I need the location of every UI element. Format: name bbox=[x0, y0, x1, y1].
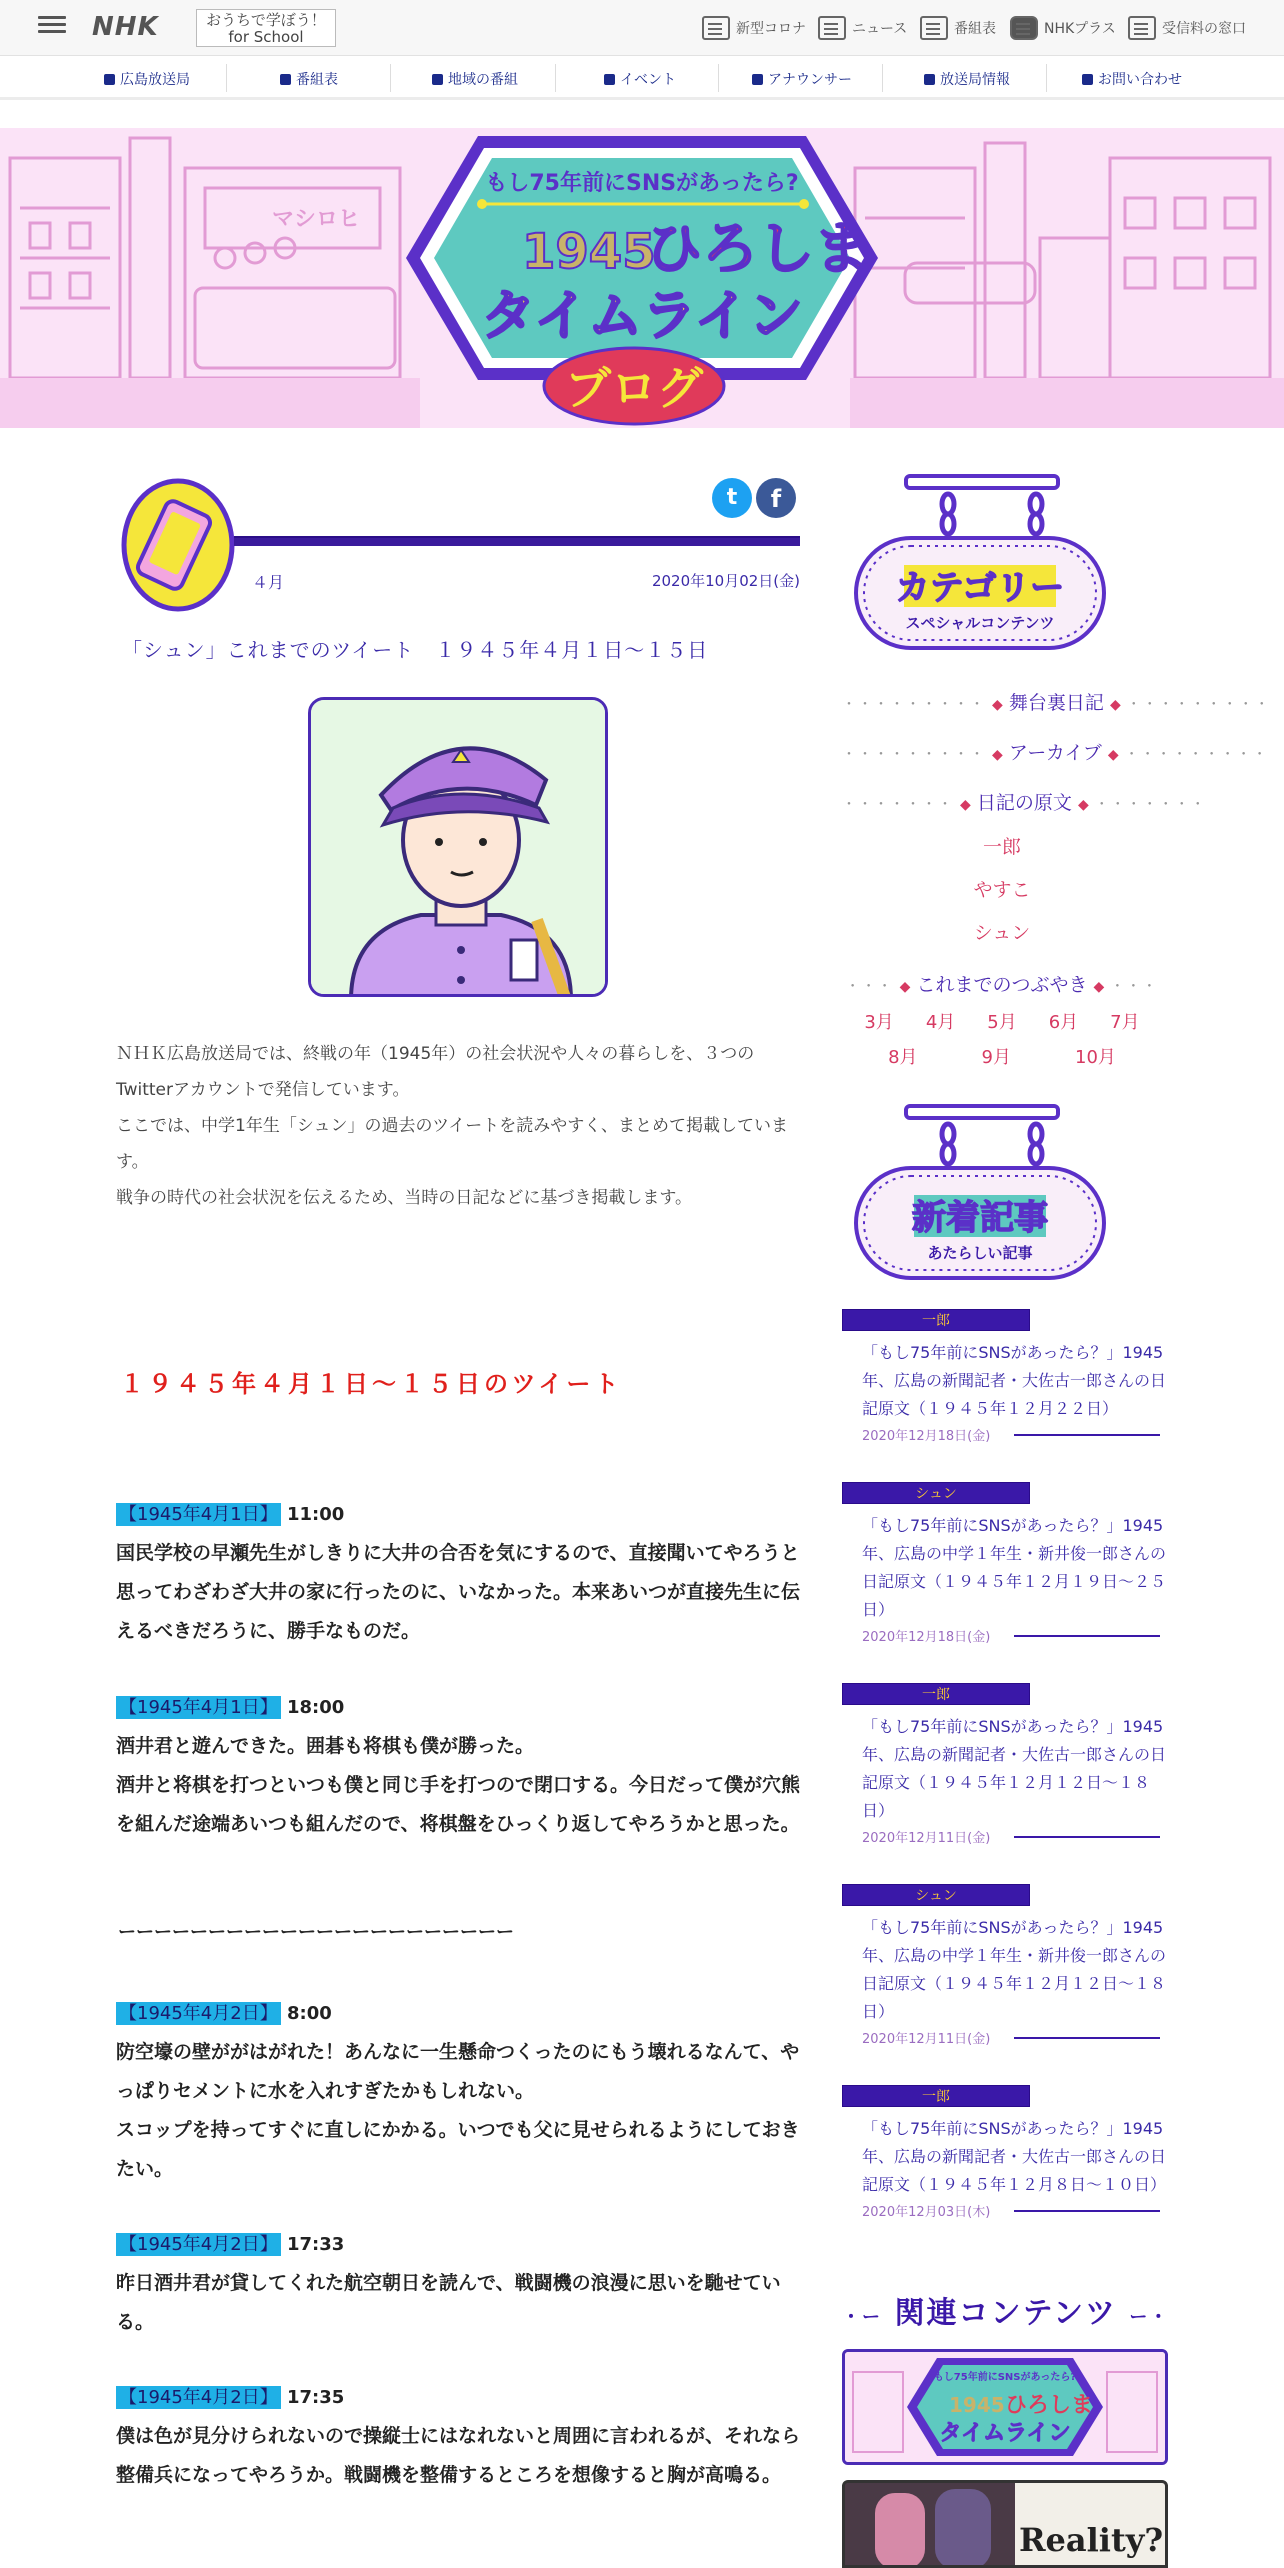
util-news[interactable] bbox=[818, 14, 907, 42]
news-item[interactable] bbox=[842, 1482, 1168, 1645]
antenna-icon bbox=[924, 74, 935, 85]
article-category[interactable]: ４月 bbox=[252, 573, 285, 592]
nav-item-event[interactable] bbox=[604, 69, 676, 89]
category-label: 舞台裏日記 bbox=[1008, 692, 1104, 714]
news-date: 2020年12月03日(木) bbox=[862, 2205, 991, 2220]
arrow-left-icon: ◆ bbox=[1077, 797, 1089, 813]
shun-illustration bbox=[311, 700, 608, 997]
util-schedule[interactable] bbox=[920, 14, 996, 42]
nhk-logo[interactable]: NHK bbox=[92, 12, 159, 42]
new-sign-title: 新着記事 bbox=[912, 1198, 1048, 1238]
arrow-left-icon: ◆ bbox=[1109, 697, 1121, 713]
util-schedule-label: 番組表 bbox=[954, 21, 996, 37]
twitter-share-button[interactable] bbox=[712, 478, 752, 518]
nav-item-station[interactable] bbox=[924, 69, 1010, 89]
diary-link-shun[interactable]: シュン bbox=[973, 922, 1031, 944]
tweet-date-tag: 【1945年4月2日】 bbox=[116, 2386, 281, 2409]
banner-title1: ひろしま bbox=[646, 217, 870, 282]
category-label: 日記の原文 bbox=[976, 792, 1072, 814]
category-sign-title: カテゴリー bbox=[895, 568, 1065, 608]
schedule-icon bbox=[920, 16, 948, 40]
article-title: 「シュン」これまでのツイート １９４５年４月１日～１５日 bbox=[122, 638, 709, 662]
calendar-icon bbox=[604, 74, 615, 85]
util-nhkplus[interactable] bbox=[1010, 14, 1116, 42]
article-date: 2020年10月02日(金) bbox=[651, 572, 800, 590]
storefront-sign: マシロヒ bbox=[272, 207, 361, 232]
school-link[interactable] bbox=[196, 9, 336, 47]
school-line1: おうちで学ぼう！ bbox=[206, 11, 326, 29]
util-nhkplus-label: NHKプラス bbox=[1044, 21, 1116, 37]
nav-item-contact[interactable] bbox=[1082, 69, 1182, 89]
month-link[interactable]: 4月 bbox=[925, 1012, 956, 1033]
intro-paragraph: ＮＨＫ広島放送局では、終戦の年（1945年）の社会状況や人々の暮らしを、３つのTwitterアカウントで発信しています。 bbox=[116, 1044, 755, 1100]
menu-icon[interactable] bbox=[38, 12, 66, 40]
home-icon bbox=[104, 74, 115, 85]
util-corona-label: 新型コロナ bbox=[736, 21, 806, 37]
month-links bbox=[842, 1043, 1162, 1069]
nav-item-announcer[interactable] bbox=[752, 69, 852, 89]
blog-header-banner[interactable] bbox=[0, 128, 1284, 428]
nav-divider bbox=[226, 64, 227, 92]
mail-icon bbox=[1082, 74, 1093, 85]
tweet-time: 11:00 bbox=[287, 1504, 345, 1525]
related-year: 1945 bbox=[949, 2393, 1005, 2417]
tweet-date-tag: 【1945年4月1日】 bbox=[116, 1696, 281, 1719]
tweet-entry bbox=[116, 2232, 806, 2342]
banner-illustration bbox=[0, 128, 1284, 428]
nav-label: アナウンサー bbox=[768, 72, 852, 88]
news-title[interactable]: 「もし75年前にSNSがあったら？」1945年、広島の中学１年生・新井俊一郎さんの日記原文（１９４５年１２月１２日～１８日） bbox=[862, 1918, 1167, 2021]
related-title1: ひろしま bbox=[1005, 2393, 1094, 2418]
tweet-text: 酒井君と遊んできた。囲碁も将棋も僕が勝った。 酒井と将棋を打つといつも僕と同じ手を打つので閉口する。今日だって僕が穴熊を組んだ途端あいつも組んだので、将棋盤をひっくり返してやろうかと思った。 bbox=[116, 1735, 801, 1835]
nav-label: イベント bbox=[620, 72, 676, 88]
related-banner2-title: Reality? bbox=[1018, 2521, 1164, 2559]
nav-item-local[interactable] bbox=[432, 69, 518, 89]
tweet-text: 昨日酒井君が貸してくれた航空朝日を読んで、戦闘機の浪漫に思いを馳せている。 bbox=[116, 2272, 781, 2333]
tweet-time: 18:00 bbox=[287, 1697, 345, 1718]
nav-label: お問い合わせ bbox=[1098, 72, 1182, 88]
tweet-entry bbox=[116, 1502, 806, 1651]
news-title[interactable]: 「もし75年前にSNSがあったら？」1945年、広島の新聞記者・大佐古一郎さんの日記原文（１９４５年１２月８日～１０日） bbox=[862, 2119, 1167, 2194]
tweets-heading-label: これまでのつぶやき bbox=[916, 974, 1088, 996]
month-link[interactable]: 6月 bbox=[1048, 1012, 1079, 1033]
tweet-text: 防空壕の壁ががはがれた！あんなに一生懸命つくったのにもう壊れるなんて、やっぱりセメントに水を入れすぎたかもしれない。 スコップを持ってすぐに直しにかかる。いつでも父に見せられるようにしておきたい。 bbox=[116, 2041, 800, 2180]
nav-divider bbox=[555, 64, 556, 92]
arrow-right-icon: ◆ bbox=[992, 747, 1003, 763]
related-banner-art bbox=[845, 2352, 1165, 2462]
news-label: 一郎 bbox=[842, 1309, 1030, 1331]
news-date: 2020年12月11日(金) bbox=[862, 2032, 991, 2047]
util-fee[interactable] bbox=[1128, 14, 1246, 42]
intro-paragraph: 戦争の時代の社会状況を伝えるため、当時の日記などに基づき掲載します。 bbox=[116, 1188, 692, 1208]
section-heading: １９４５年４月１日～１５日のツイート bbox=[120, 1370, 623, 1398]
banner-blog: ブログ bbox=[565, 361, 703, 415]
news-divider bbox=[1014, 1434, 1160, 1436]
tweet-date-tag: 【1945年4月2日】 bbox=[116, 2233, 281, 2256]
tweet-divider: ーーーーーーーーーーーーーーーーーーーーーー bbox=[118, 1922, 514, 1943]
related-heading-label: 関連コンテンツ bbox=[894, 2296, 1117, 2331]
shun-portrait bbox=[308, 697, 608, 997]
news-item[interactable] bbox=[842, 2085, 1168, 2220]
category-sign bbox=[852, 472, 1108, 652]
tweet-entry bbox=[116, 2001, 806, 2189]
nav-item-hiroshima[interactable] bbox=[104, 69, 190, 89]
article-intro bbox=[116, 1036, 806, 1216]
arrow-left-icon: ◆ bbox=[1093, 979, 1105, 995]
news-icon bbox=[818, 16, 846, 40]
tweet-entry bbox=[116, 1695, 806, 1844]
arrow-right-icon: ◆ bbox=[992, 697, 1003, 713]
news-divider bbox=[1014, 1635, 1160, 1637]
util-corona[interactable] bbox=[702, 14, 806, 42]
tweet-entry bbox=[116, 2385, 806, 2495]
category-label: アーカイブ bbox=[1008, 742, 1102, 764]
global-header bbox=[0, 0, 1284, 56]
news-date: 2020年12月18日(金) bbox=[862, 1429, 991, 1444]
nhkplus-icon bbox=[1010, 16, 1038, 40]
news-item[interactable] bbox=[842, 1884, 1168, 2047]
news-divider bbox=[1014, 1836, 1160, 1838]
nav-divider bbox=[882, 64, 883, 92]
category-sign-sub: スペシャルコンテンツ bbox=[905, 614, 1055, 632]
tweets-archive-heading[interactable]: ・・・ ◆ これまでのつぶやき ◆ ・・・ bbox=[845, 974, 1159, 996]
util-fee-label: 受信料の窓口 bbox=[1162, 21, 1246, 37]
news-divider bbox=[1014, 2210, 1160, 2212]
diary-link-ichiro[interactable]: 一郎 bbox=[982, 836, 1021, 858]
arrow-right-icon: ◆ bbox=[960, 797, 971, 813]
tweet-date-tag: 【1945年4月1日】 bbox=[116, 1503, 281, 1526]
schedule-icon bbox=[280, 74, 291, 85]
person-icon bbox=[752, 74, 763, 85]
tv-icon bbox=[432, 74, 443, 85]
tweet-text: 国民学校の早瀬先生がしきりに大井の合否を気にするので、直接聞いてやろうと思ってわざわざ大井の家に行ったのに、いなかった。本来あいつが直接先生に伝えるべきだろうに、勝手なものだ。 bbox=[116, 1542, 801, 1642]
nav-label: 広島放送局 bbox=[120, 72, 190, 88]
nav-item-schedule[interactable] bbox=[280, 69, 338, 89]
station-nav bbox=[0, 56, 1284, 100]
banner-year: 1945 bbox=[522, 224, 656, 280]
news-title[interactable]: 「もし75年前にSNSがあったら？」1945年、広島の中学１年生・新井俊一郎さんの日記原文（１９４５年１２月１９日～２５日） bbox=[862, 1516, 1167, 1619]
news-title[interactable]: 「もし75年前にSNSがあったら？」1945年、広島の新聞記者・大佐古一郎さんの日記原文（１９４５年１２月１２日～１８日） bbox=[862, 1717, 1167, 1820]
nav-label: 地域の番組 bbox=[448, 72, 518, 88]
category-link-original[interactable]: ・・・・・・・ ◆ 日記の原文 ◆ ・・・・・・・ bbox=[842, 792, 1207, 814]
banner-tagline: もし75年前にSNSがあったら? bbox=[485, 171, 799, 196]
category-link-backstage[interactable]: ・・・・・・・・・ ◆ 舞台裏日記 ◆ ・・・・・・・・・ bbox=[842, 692, 1271, 714]
intro-paragraph: ここでは、中学1年生「シュン」の過去のツイートを読みやすく、まとめて掲載しています。 bbox=[116, 1116, 788, 1172]
banner-title2: タイムライン bbox=[481, 284, 803, 347]
related-banner-reality[interactable] bbox=[842, 2480, 1168, 2568]
fee-icon bbox=[1128, 16, 1156, 40]
related-title2: タイムライン bbox=[939, 2421, 1071, 2446]
related-banner2-art bbox=[845, 2483, 1165, 2568]
nav-label: 番組表 bbox=[296, 72, 338, 88]
corona-icon bbox=[702, 16, 730, 40]
month-link[interactable]: 10月 bbox=[1075, 1047, 1116, 1068]
util-news-label: ニュース bbox=[852, 21, 908, 37]
facebook-share-button[interactable] bbox=[756, 478, 796, 518]
tweet-time: 8:00 bbox=[287, 2003, 332, 2024]
facebook-icon: f bbox=[770, 485, 782, 513]
tweet-time: 17:33 bbox=[287, 2234, 345, 2255]
news-date: 2020年12月11日(金) bbox=[862, 1831, 991, 1846]
arrow-left-icon: ◆ bbox=[1107, 747, 1119, 763]
related-banner-timeline[interactable] bbox=[842, 2349, 1168, 2465]
news-label: 一郎 bbox=[842, 2085, 1030, 2107]
month-link[interactable]: 3月 bbox=[864, 1012, 894, 1033]
related-tagline: もし75年前にSNSがあったら? bbox=[933, 2372, 1077, 2383]
news-item[interactable] bbox=[842, 1309, 1168, 1444]
nav-divider bbox=[390, 64, 391, 92]
month-link[interactable]: 9月 bbox=[981, 1047, 1011, 1068]
news-title[interactable]: 「もし75年前にSNSがあったら？」1945年、広島の新聞記者・大佐古一郎さんの日記原文（１９４５年１２月２２日） bbox=[862, 1343, 1167, 1418]
category-link-archive[interactable]: ・・・・・・・・・ ◆ アーカイブ ◆ ・・・・・・・・・ bbox=[842, 742, 1269, 764]
month-link[interactable]: 7月 bbox=[1110, 1012, 1140, 1033]
nav-label: 放送局情報 bbox=[940, 72, 1010, 88]
tweet-text: 僕は色が見分けられないので操縦士にはなれないと周囲に言われるが、それなら整備兵になってやろうか。戦闘機を整備するところを想像すると胸が高鳴る。 bbox=[116, 2425, 801, 2486]
tweet-date-tag: 【1945年4月2日】 bbox=[116, 2002, 281, 2025]
month-link[interactable]: 8月 bbox=[888, 1047, 918, 1068]
nav-divider bbox=[718, 64, 719, 92]
tweet-time: 17:35 bbox=[287, 2387, 345, 2408]
new-sign-sub: あたらしい記事 bbox=[927, 1244, 1033, 1262]
news-item[interactable] bbox=[842, 1683, 1168, 1846]
month-links bbox=[842, 1008, 1162, 1034]
related-heading: ・ー 関連コンテンツ ー・ bbox=[842, 2296, 1170, 2331]
arrow-right-icon: ◆ bbox=[899, 979, 911, 995]
twitter-icon: t bbox=[726, 485, 738, 510]
nav-divider bbox=[1046, 64, 1047, 92]
news-date: 2020年12月18日(金) bbox=[862, 1630, 991, 1645]
news-label: 一郎 bbox=[842, 1683, 1030, 1705]
news-label: シュン bbox=[842, 1482, 1030, 1504]
school-line2: for School bbox=[228, 28, 304, 46]
month-link[interactable]: 5月 bbox=[987, 1012, 1017, 1033]
news-label: シュン bbox=[842, 1884, 1030, 1906]
article-header-rule bbox=[234, 536, 800, 546]
new-articles-sign bbox=[852, 1102, 1108, 1282]
diary-link-yasuko[interactable]: やすこ bbox=[973, 879, 1031, 901]
phone-badge-icon bbox=[120, 475, 236, 615]
news-divider bbox=[1014, 2037, 1160, 2039]
